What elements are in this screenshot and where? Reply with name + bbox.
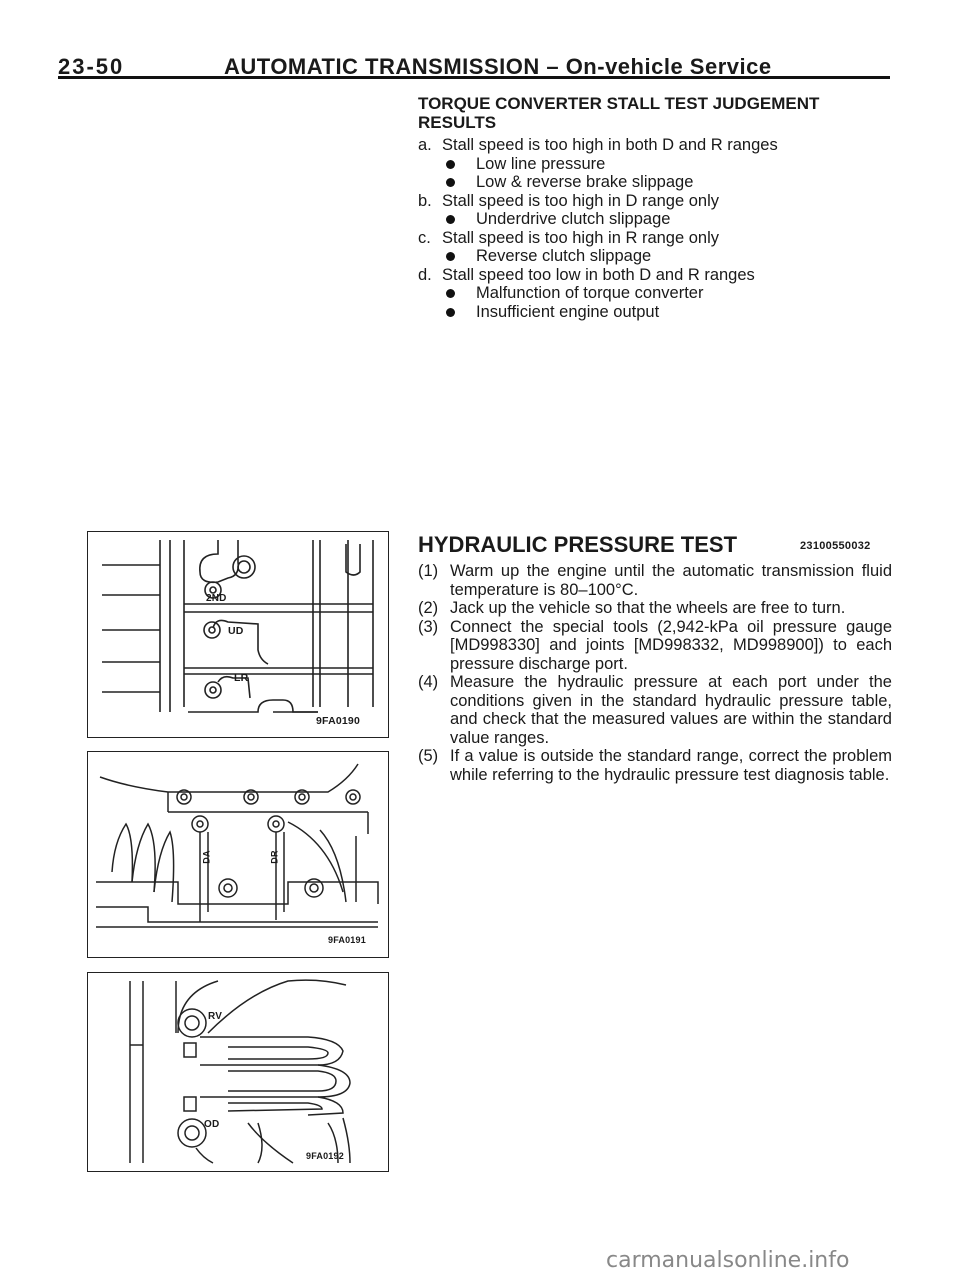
result-item-c: c. Stall speed is too high in R range only	[418, 228, 720, 247]
result-bullet: Malfunction of torque converter	[418, 284, 892, 303]
step-item: (3) Connect the special tools (2,942-kPa oil pressure gauge [MD998330] and joints [MD998332, MD998900]) to each pressure discharge port.	[418, 617, 892, 673]
stall-results-title: TORQUE CONVERTER STALL TEST JUDGEMENT RESULTS	[418, 94, 820, 132]
figure-label: 9FA0191	[328, 935, 366, 945]
figure-rv-od-ports	[87, 972, 389, 1172]
figure-valve-body-ports	[87, 531, 389, 738]
result-bullet: Low line pressure	[418, 155, 892, 174]
bullet-icon	[446, 252, 455, 261]
watermark: carmanualsonline.info	[606, 1248, 850, 1273]
result-item-b: b. Stall speed is too high in D range only	[418, 191, 720, 210]
result-bullet: Underdrive clutch slippage	[418, 210, 892, 229]
figure-da-dr-ports	[87, 751, 389, 958]
bullet-icon	[446, 308, 455, 317]
callout-dr: DR	[269, 850, 280, 864]
callout-rv: RV	[208, 1011, 223, 1022]
callout-2nd: 2ND	[206, 593, 227, 604]
page-number: 23-50	[58, 54, 125, 79]
result-bullet: Reverse clutch slippage	[418, 247, 892, 266]
figure-label: 9FA0190	[316, 715, 361, 727]
step-item: (1) Warm up the engine until the automatic transmission fluid temperature is 80–100°C.	[418, 562, 892, 599]
page-header	[58, 46, 890, 79]
hydraulic-test-title: HYDRAULIC PRESSURE TEST	[418, 532, 738, 557]
result-item-d: d. Stall speed too low in both D and R ranges	[418, 265, 755, 284]
stall-results-list	[418, 136, 892, 321]
step-item: (4) Measure the hydraulic pressure at each port under the conditions given in the standard hydraulic pressure table, and check that the measured values are within the standard value ranges.	[418, 673, 892, 747]
figure-label: 9FA0192	[306, 1151, 344, 1161]
result-bullet: Insufficient engine output	[418, 303, 892, 322]
transmission-rear-illustration	[88, 973, 388, 1171]
header-title: AUTOMATIC TRANSMISSION – On-vehicle Service	[224, 54, 772, 79]
step-item: (2) Jack up the vehicle so that the wheels are free to turn.	[418, 599, 846, 617]
result-item-a: a. Stall speed is too high in both D and R ranges	[418, 136, 778, 154]
bullet-icon	[446, 160, 455, 169]
callout-od: OD	[204, 1119, 220, 1130]
callout-lr: LR	[234, 672, 249, 684]
callout-ud: UD	[228, 625, 244, 637]
section-code: 23100550032	[800, 540, 871, 552]
hydraulic-steps	[418, 562, 892, 784]
step-item: (5) If a value is outside the standard range, correct the problem while referring to the hydraulic pressure test diagnosis table.	[418, 747, 892, 784]
callout-da: DA	[201, 850, 212, 864]
bullet-icon	[446, 289, 455, 298]
transmission-side-illustration	[88, 752, 388, 957]
result-bullet: Low & reverse brake slippage	[418, 173, 892, 192]
bullet-icon	[446, 178, 455, 187]
bullet-icon	[446, 215, 455, 224]
